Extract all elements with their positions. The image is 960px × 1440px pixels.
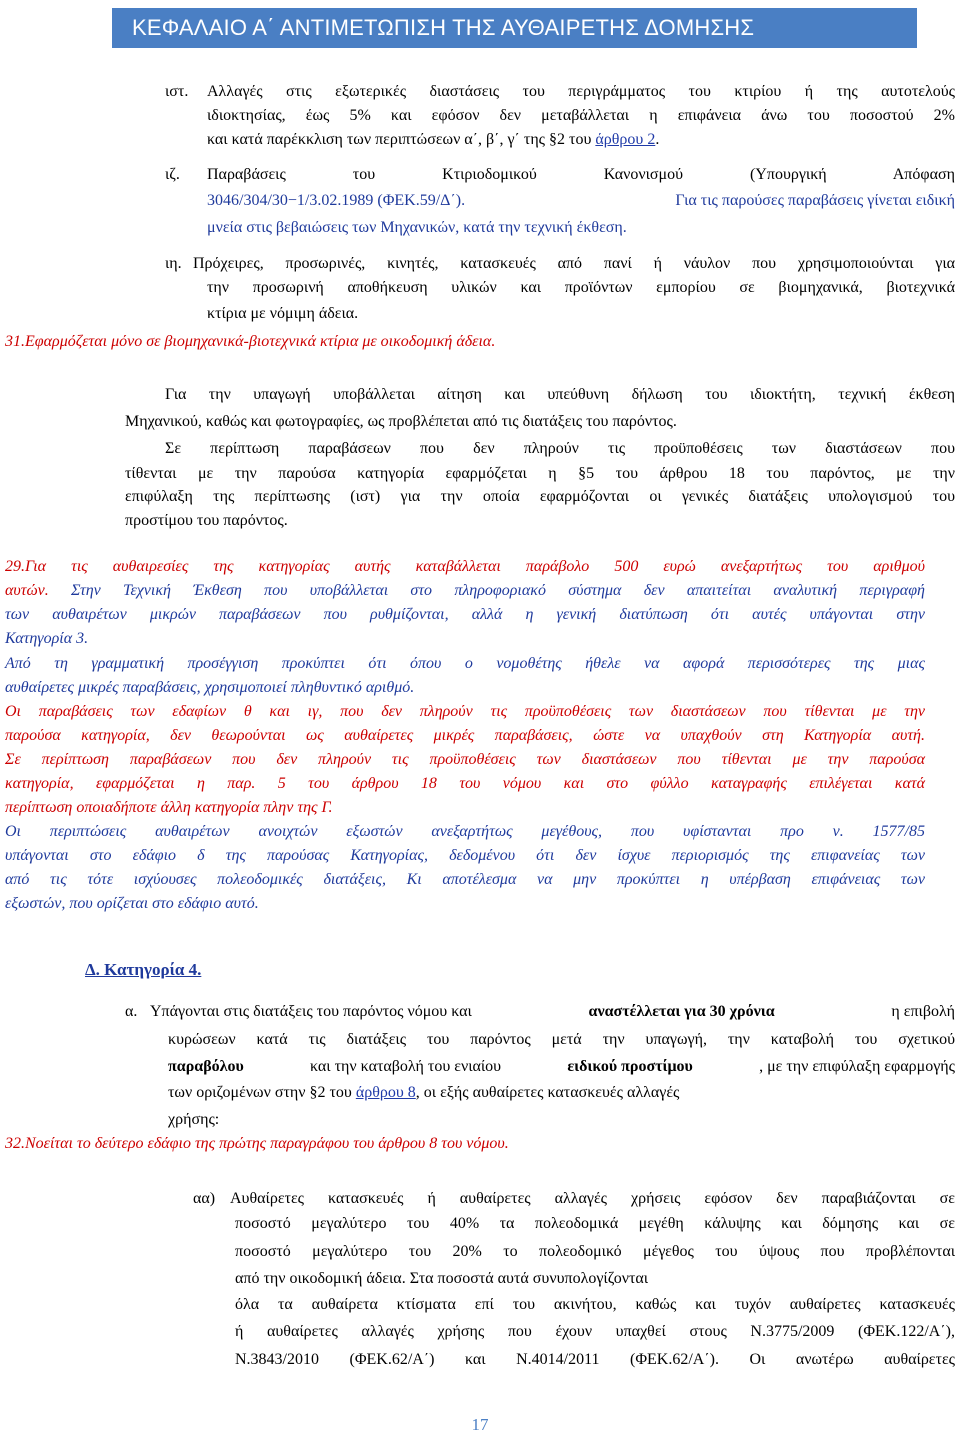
item-label-ih: ιη.	[165, 255, 182, 272]
item-aa-line1: Αυθαίρετες κατασκευές ή αυθαίρετες αλλαγές χρήσεις εφόσον δεν παραβιάζονται σε	[230, 1190, 955, 1207]
para1-line2: Μηχανικού, καθώς και φωτογραφίες, ως προβλέπεται από τις διατάξεις του παρόντος.	[125, 413, 677, 430]
item-a-line1-end: η επιβολή	[891, 1003, 955, 1020]
note-29-line3: των αυθαιρέτων μικρών παραβάσεων που ρυθμίζονται, αλλά η γενική διατύπωση ότι αυτές υπάγονται στην	[5, 606, 925, 623]
chapter-header: ΚΕΦΑΛΑΙΟ Α΄ ΑΝΤΙΜΕΤΩΠΙΣΗ ΤΗΣ ΑΥΘΑΙΡΕΤΗΣ ΔΟΜΗΣΗΣ	[112, 8, 917, 48]
item-label-aa: αα)	[193, 1190, 216, 1207]
note-29-line8: παρούσα κατηγορία, δεν θεωρούνται ως αυθαίρετες μικρές παραβάσεις, ώστε να υπαχθούν στη Κατηγορία αυτή.	[5, 727, 925, 744]
item-aa-line6: ή αυθαίρετες αλλαγές χρήσης που έχουν υπαχθεί στους Ν.3775/2009 (ΦΕΚ.122/Α΄),	[235, 1323, 955, 1340]
item-iz-fek-ref: 3046/304/30−1/3.02.1989 (ΦΕΚ.59/Δ΄).	[207, 192, 466, 209]
item-a-fine: ειδικού προστίμου	[567, 1058, 693, 1075]
item-ist-line3-text: και κατά παρέκκλιση των περιπτώσεων α΄, β΄, γ΄ της §2 του	[207, 131, 592, 148]
item-aa-line2: ποσοστό μεγαλύτερο του 40% τα πολεοδομικά μεγέθη κάλυψης και δόμησης και σε	[235, 1215, 955, 1232]
item-a-line3-text: και την καταβολή του ενιαίου	[310, 1058, 502, 1075]
item-a-line5: χρήσης:	[168, 1111, 220, 1128]
note-29-line10: κατηγορία, εφαρμόζεται η παρ. 5 του άρθρου 18 του νόμου και στο φύλλο καταγραφής επιλέγεται κατά	[5, 775, 925, 792]
note-29-line14: από τις τότε ισχύουσες πολεοδομικές διατάξεις, Κι αποτέλεσμα να μην προκύπτει η υπέρβαση επιφάνειας των	[5, 871, 925, 888]
item-aa-line7: Ν.3843/2010 (ΦΕΚ.62/Α΄) και Ν.4014/2011 (ΦΕΚ.62/Α΄). Οι ανωτέρω αυθαίρετες	[235, 1351, 955, 1368]
item-ist-line2: ιδιοκτησίας, έως 5% και εφόσον δεν μεταβάλλεται η επιφάνεια άνω του ποσοστού 2%	[207, 107, 955, 124]
item-label-ist: ιστ.	[165, 83, 189, 100]
note-29-line15: εξωστών, που ορίζεται στο εδάφιο αυτό.	[5, 895, 259, 912]
note-29-line9: Σε περίπτωση παραβάσεων που δεν πληρούν τις προϋποθέσεις των διαστάσεων που τίθενται με την παρούσα	[5, 751, 925, 768]
item-aa-line5: όλα τα αυθαίρετα κτίσματα επί του ακινήτου, καθώς και τυχόν αυθαίρετες κατασκευές	[235, 1296, 955, 1313]
item-label-a: α.	[125, 1003, 138, 1020]
item-ist-line3-end: .	[655, 131, 660, 148]
item-iz-line2-text: Για τις παρούσες παραβάσεις γίνεται ειδική	[675, 192, 955, 209]
article-8-link[interactable]: άρθρου 8	[355, 1084, 416, 1101]
note-29-line2-red: αυτών.	[5, 582, 49, 599]
para1-line1: Για την υπαγωγή υποβάλλεται αίτηση και υπεύθυνη δήλωση του ιδιοκτήτη, τεχνική έκθεση	[165, 386, 955, 403]
item-a-line1	[150, 1000, 955, 1024]
para2-line1: Σε περίπτωση παραβάσεων που δεν πληρούν τις προϋποθέσεις των διαστάσεων που	[165, 440, 955, 457]
note-29-line13: υπάγονται στο εδάφιο δ της παρούσας Κατηγορίας, δεδομένου ότι δεν ίσχυε περιορισμός της επιφανείας των	[5, 847, 925, 864]
item-a-line4	[168, 1081, 955, 1105]
item-ist-line3	[207, 128, 955, 152]
note-31: 31.Εφαρμόζεται μόνο σε βιομηχανικά-βιοτεχνικά κτίρια με οικοδομική άδεια.	[5, 333, 496, 350]
item-ih-line2: την προσωρινή αποθήκευση υλικών και προϊόντων εμπορίου σε βιομηχανικά, βιοτεχνικά	[207, 279, 955, 296]
note-32: 32.Νοείται το δεύτερο εδάφιο της πρώτης παραγράφου του άρθρου 8 του νόμου.	[5, 1135, 509, 1152]
item-ih-line1: Πρόχειρες, προσωρινές, κινητές, κατασκευές από πανί ή νάυλον που χρησιμοποιούνται για	[193, 255, 955, 272]
item-aa-line3: ποσοστό μεγαλύτερο του 20% το πολεοδομικό μέγεθος του ύψους που προβλέπονται	[235, 1243, 955, 1260]
para2-line4: προστίμου του παρόντος.	[125, 512, 288, 529]
item-iz-line2	[207, 189, 955, 213]
item-a-line4-text: των οριζομένων στην §2 του	[168, 1084, 352, 1101]
note-29-line6: αυθαίρετες μικρές παραβάσεις, χρησιμοποιεί πληθυντικό αριθμό.	[5, 679, 415, 696]
item-a-line3	[168, 1055, 955, 1079]
item-a-line3-end: , με την επιφύλαξη εφαρμογής	[759, 1058, 955, 1075]
item-ih-line3: κτίρια με νόμιμη άδεια.	[207, 305, 359, 322]
category-4-heading: Δ. Κατηγορία 4.	[85, 960, 202, 979]
para2-line2: τίθενται με την παρούσα κατηγορία εφαρμόζεται η §5 του άρθρου 18 του παρόντος, με την	[125, 465, 955, 482]
item-iz-line3: μνεία στις βεβαιώσεις των Μηχανικών, κατά την τεχνική έκθεση.	[207, 219, 627, 236]
item-aa-line4: από την οικοδομική άδεια. Στα ποσοστά αυτά συνυπολογίζονται	[235, 1270, 649, 1287]
note-29-line2-blue: Στην Τεχνική Έκθεση που υποβάλλεται στο πληροφοριακό σύστημα δεν απαιτείται αναλυτική περιγραφή	[71, 582, 925, 599]
item-a-line2: κυρώσεων κατά τις διατάξεις του παρόντος μετά την υπαγωγή, την καταβολή του σχετικού	[168, 1031, 955, 1048]
item-a-line1-text: Υπάγονται στις διατάξεις του παρόντος νόμου και	[150, 1003, 472, 1020]
note-29-line12: Οι περιπτώσεις αυθαιρέτων ανοιχτών εξωστών ανεξαρτήτως μεγέθους, που υφίστανται προ ν. 1577/85	[5, 823, 925, 840]
note-29-line5: Από τη γραμματική προσέγγιση προκύπτει ότι όπου ο νομοθέτης ήθελε να αφορά περισσότερες της μιας	[5, 655, 925, 672]
note-29-line7: Οι παραβάσεις των εδαφίων θ και ιγ, που δεν πληρούν τις προϋποθέσεις των διαστάσεων που τίθενται με την	[5, 703, 925, 720]
item-a-fee: παραβόλου	[168, 1058, 244, 1075]
item-label-iz: ιζ.	[165, 166, 180, 183]
note-29-line11: περίπτωση οποιαδήποτε άλλη κατηγορία πλην της Γ.	[5, 799, 333, 816]
note-29-line1: 29.Για τις αυθαιρεσίες της κατηγορίας αυτής καταβάλλεται παράβολο 500 ευρώ ανεξαρτήτως του αριθμού	[5, 558, 925, 575]
note-29-line4: Κατηγορία 3.	[5, 630, 89, 647]
item-ist-line1: Αλλαγές στις εξωτερικές διαστάσεις του περιγράμματος του κτιρίου ή της αυτοτελούς	[207, 83, 955, 100]
article-2-link[interactable]: άρθρου 2	[595, 131, 656, 148]
para2-line3: επιφύλαξη της περίπτωσης (ιστ) για την οποία εφαρμόζονται οι γενικές διατάξεις υπολογισμού του	[125, 488, 955, 505]
page-number: 17	[471, 1415, 489, 1434]
item-a-suspension: αναστέλλεται για 30 χρόνια	[588, 1003, 775, 1020]
item-iz-line1: Παραβάσεις του Κτιριοδομικού Κανονισμού (Υπουργική Απόφαση	[207, 166, 955, 183]
item-a-line4-end: , οι εξής αυθαίρετες κατασκευές αλλαγές	[415, 1084, 680, 1101]
note-29-line2	[5, 579, 925, 603]
